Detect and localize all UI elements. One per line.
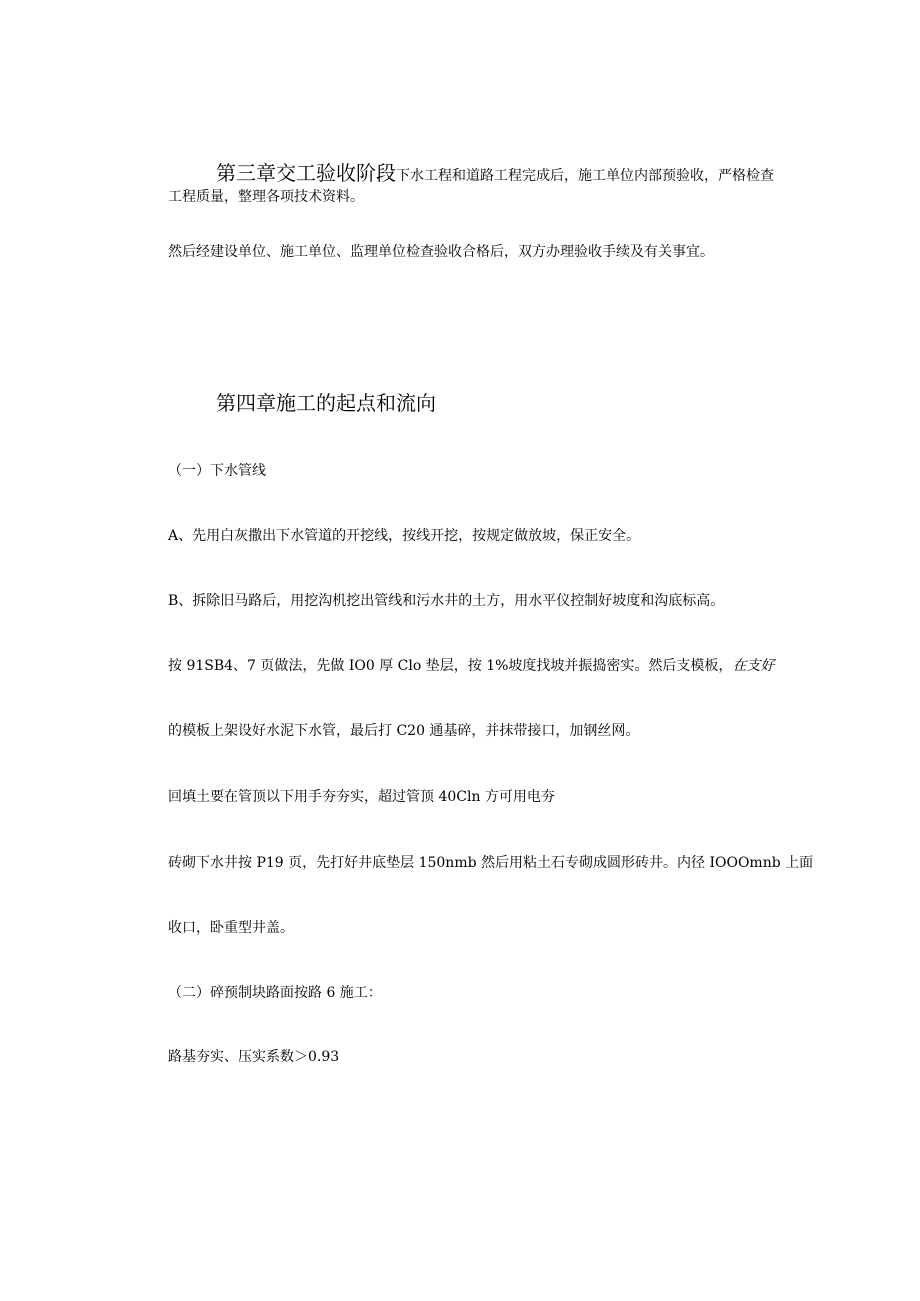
paragraph-c: [168, 657, 774, 675]
chapter3-line1: 下水工程和道路工程完成后，施工单位内部预验收，严格检查: [396, 168, 774, 184]
section1-title: （一）下水管线: [168, 463, 266, 479]
chapter3-first-line: [216, 160, 774, 189]
paragraph-f: 砖砌下水井按 P19 页，先打好井底垫层 150nmb 然后用粘土石专砌成圆形砖井。内径 IOOOmnb 上面: [168, 855, 814, 871]
paragraph-c-main: 按 91SB4、7 页做法，先做 IO0 厚 Clo 垫层，按 1%坡度找坡并振捣密实。然后支模板，: [168, 658, 733, 674]
chapter3-heading: 第三章交工验收阶段: [216, 161, 396, 185]
section2-title: （二）碎预制块路面按路 6 施工：: [168, 985, 382, 1001]
paragraph-e: 回填土要在管顶以下用手夯夯实，超过管顶 40Cln 方可用电夯: [168, 789, 555, 805]
paragraph-d: 的模板上架设好水泥下水管，最后打 C20 通基碎，并抹带接口，加钢丝网。: [168, 723, 640, 739]
chapter3-line2: 工程质量，整理各项技术资料。: [168, 189, 364, 205]
paragraph-a: A、先用白灰撒出下水管道的开挖线，按线开挖，按规定做放坡，保正安全。: [168, 528, 641, 544]
chapter4-heading: 第四章施工的起点和流向: [216, 391, 436, 415]
paragraph-h: 路基夯实、压实系数＞0.93: [168, 1049, 340, 1065]
chapter3-line3: 然后经建设单位、施工单位、监理单位检查验收合格后，双方办理验收手续及有关事宜。: [168, 244, 714, 260]
paragraph-g: 收口，卧重型井盖。: [168, 920, 294, 936]
paragraph-b: B、拆除旧马路后，用挖沟机挖出管线和污水井的土方，用水平仪控制好坡度和沟底标高。: [168, 593, 725, 609]
paragraph-c-italic: 在支好: [732, 658, 775, 674]
